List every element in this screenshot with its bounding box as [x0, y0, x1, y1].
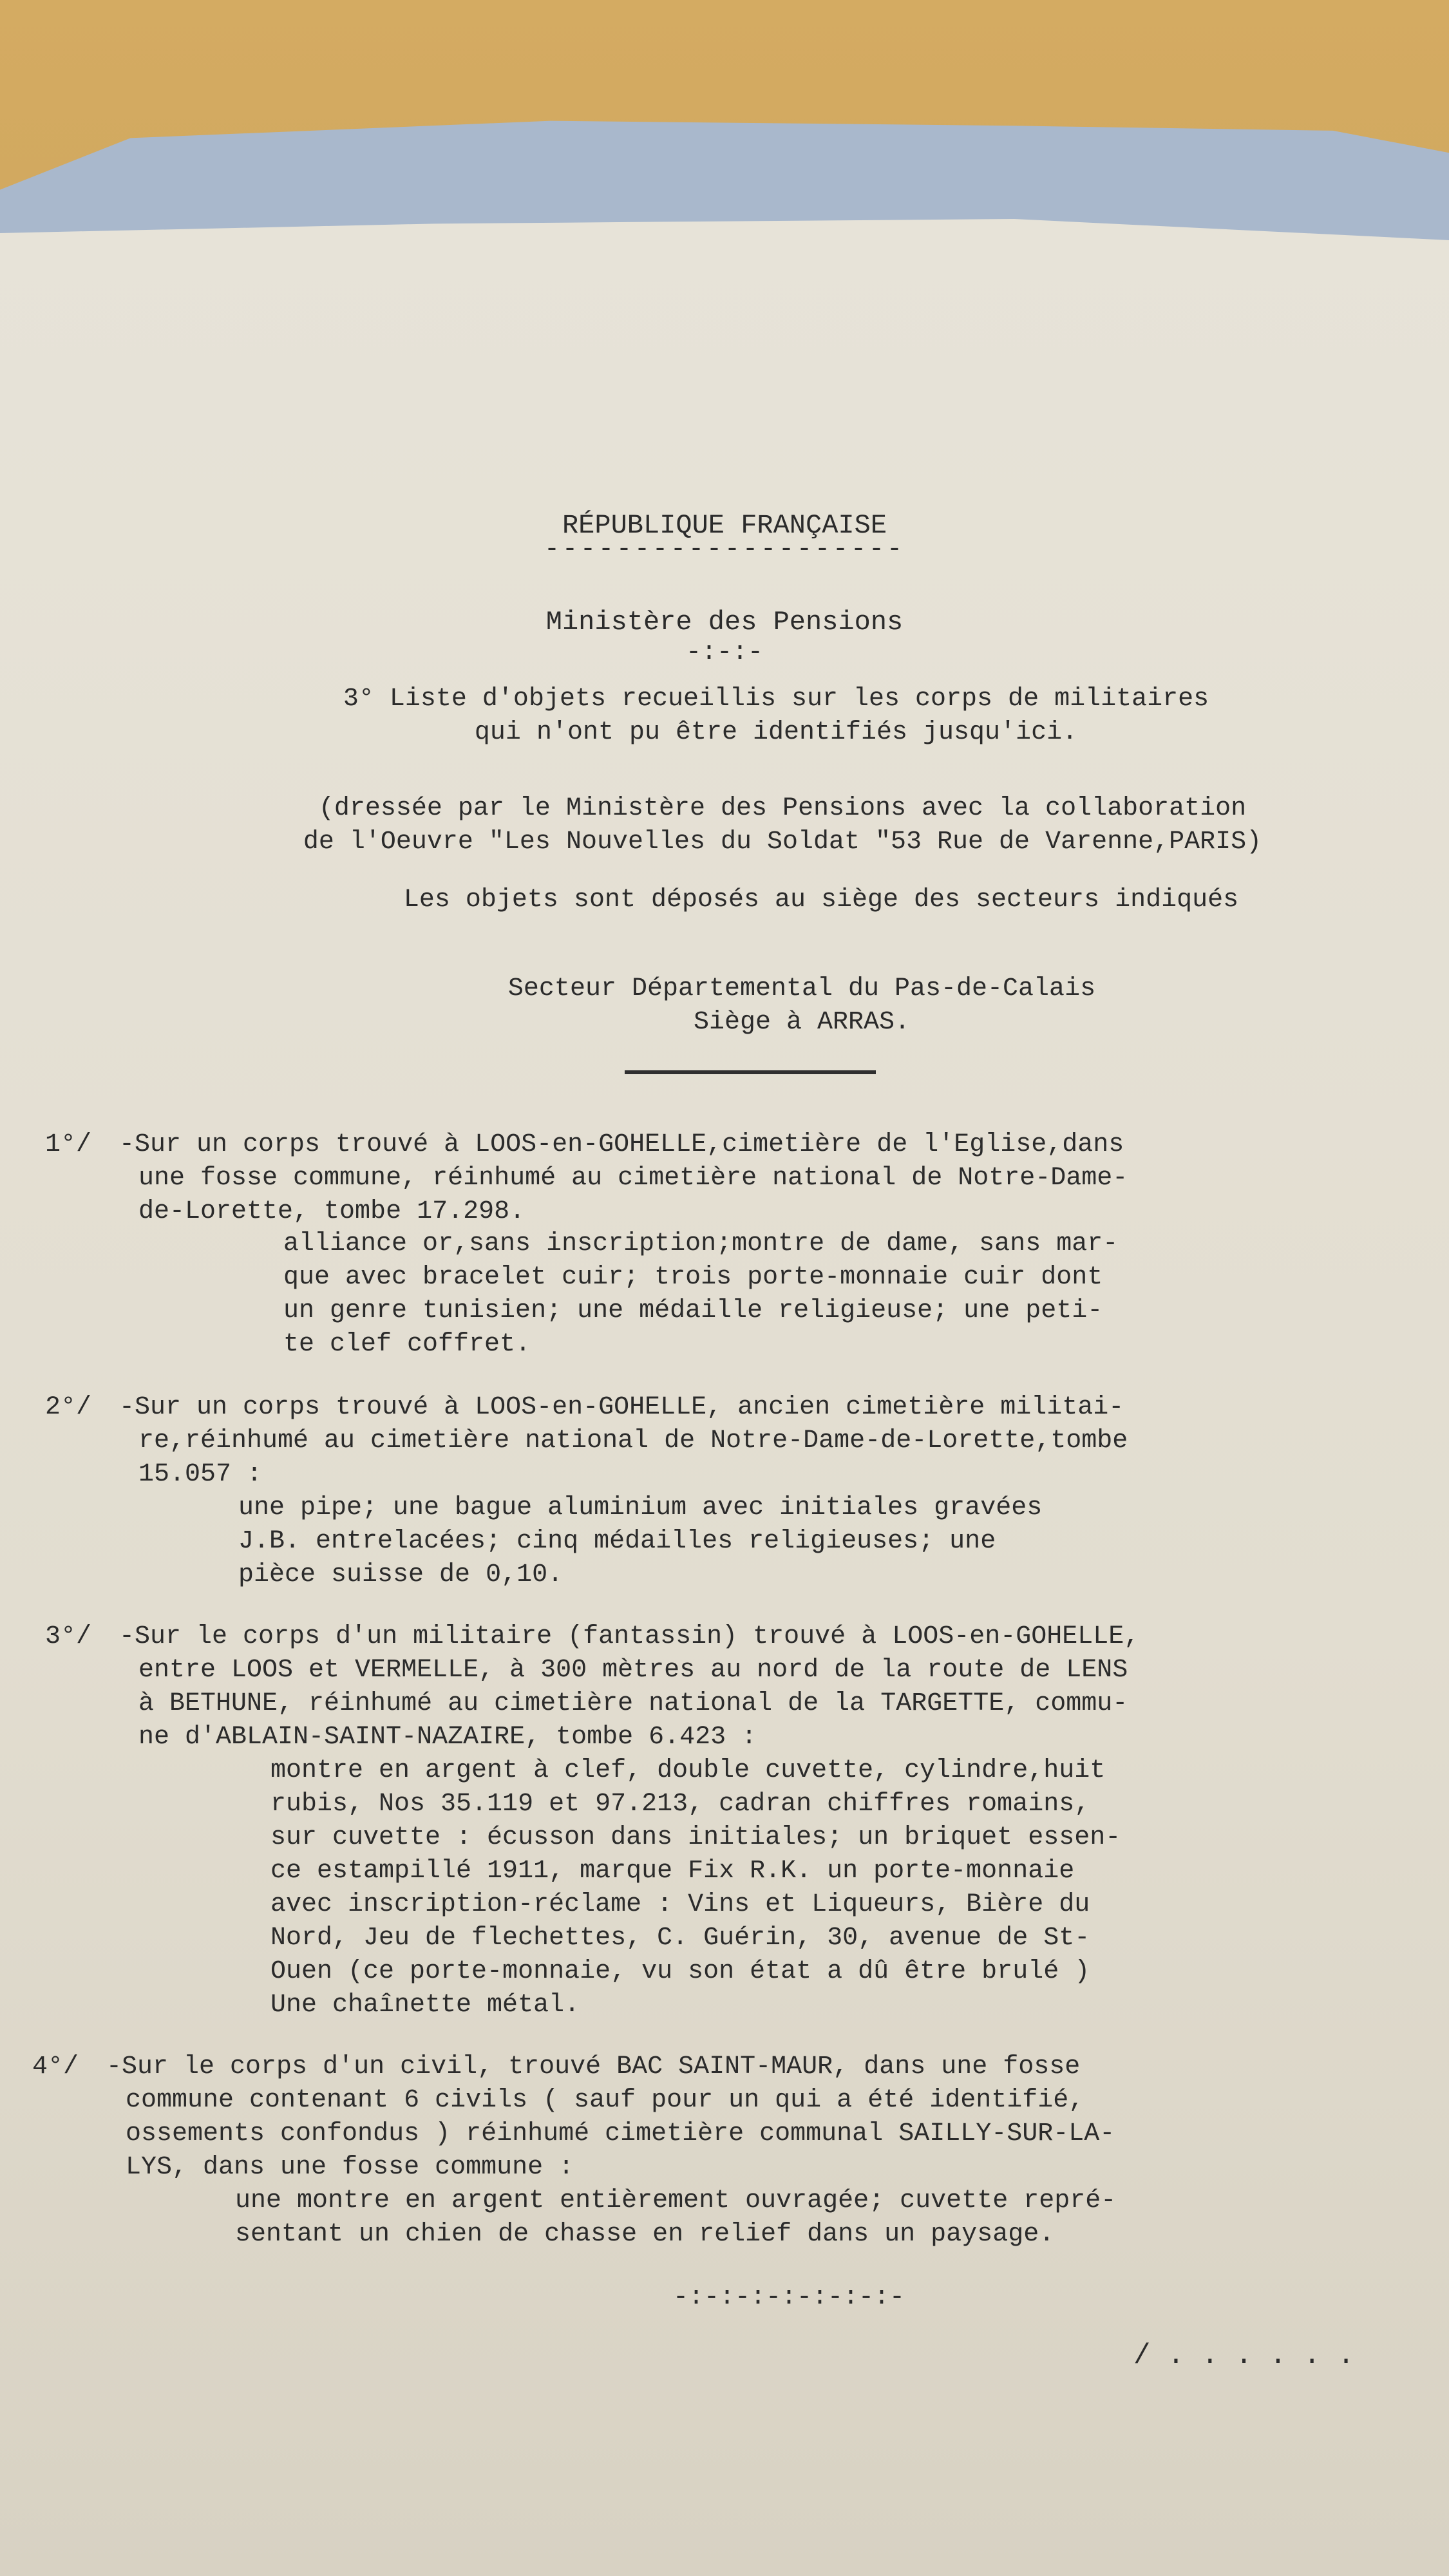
- entry-number: 2°/: [45, 1393, 92, 1422]
- republic-underline: --------------------: [544, 535, 905, 564]
- object-line: te clef coffret.: [283, 1330, 531, 1359]
- object-line: une montre en argent entièrement ouvragée; cuvette repré-: [235, 2186, 1117, 2215]
- compiled-by-line-1: (dressée par le Ministère des Pensions avec la collaboration: [318, 794, 1247, 823]
- object-line: Une chaînette métal.: [270, 1991, 580, 2020]
- entry-number: 3°/: [45, 1622, 92, 1651]
- entry-line: commune contenant 6 civils ( sauf pour un qui a été identifié,: [126, 2086, 1084, 2115]
- entry-line: -Sur un corps trouvé à LOOS-en-GOHELLE, ancien cimetière militai-: [119, 1393, 1124, 1422]
- deposit-notice: Les objets sont déposés au siège des secteurs indiqués: [403, 886, 1239, 914]
- object-line: rubis, Nos 35.119 et 97.213, cadran chiffres romains,: [270, 1790, 1090, 1819]
- object-line: une pipe; une bague aluminium avec initiales gravées: [238, 1493, 1043, 1522]
- continuation-mark: / . . . . . .: [1133, 2340, 1355, 2372]
- entry-line: une fosse commune, réinhumé au cimetière national de Notre-Dame-: [138, 1164, 1128, 1193]
- object-line: sur cuvette : écusson dans initiales; un briquet essen-: [270, 1823, 1121, 1852]
- object-line: un genre tunisien; une médaille religieuse; une peti-: [283, 1296, 1103, 1325]
- object-line: avec inscription-réclame : Vins et Liqueurs, Bière du: [270, 1890, 1090, 1919]
- list-title-line-2: qui n'ont pu être identifiés jusqu'ici.: [474, 718, 1078, 747]
- list-title-line-1: 3° Liste d'objets recueillis sur les corps de militaires: [343, 685, 1209, 714]
- entry-line: de-Lorette, tombe 17.298.: [138, 1197, 526, 1226]
- compiled-by-line-2: de l'Oeuvre "Les Nouvelles du Soldat "53 Rue de Varenne,PARIS): [303, 828, 1262, 857]
- closing-separator: -:-:-:-:-:-:-:-: [672, 2283, 905, 2312]
- object-line: Ouen (ce porte-monnaie, vu son état a dû être brulé ): [270, 1957, 1090, 1986]
- object-line: alliance or,sans inscription;montre de dame, sans mar-: [283, 1229, 1119, 1258]
- object-line: que avec bracelet cuir; trois porte-monnaie cuir dont: [283, 1263, 1103, 1292]
- entry-line: re,réinhumé au cimetière national de Notre-Dame-de-Lorette,tombe: [138, 1426, 1128, 1455]
- entry-line: ne d'ABLAIN-SAINT-NAZAIRE, tombe 6.423 :: [138, 1723, 757, 1752]
- entry-number: 4°/: [32, 2052, 79, 2081]
- ministry-heading: Ministère des Pensions: [545, 607, 904, 638]
- object-line: sentant un chien de chasse en relief dans un paysage.: [235, 2220, 1055, 2249]
- entry-line: -Sur le corps d'un militaire (fantassin) trouvé à LOOS-en-GOHELLE,: [119, 1622, 1140, 1651]
- object-line: montre en argent à clef, double cuvette, cylindre,huit: [270, 1756, 1106, 1785]
- sector-line-2: Siège à ARRAS.: [693, 1008, 911, 1037]
- entry-line: entre LOOS et VERMELLE, à 300 mètres au nord de la route de LENS: [138, 1656, 1128, 1685]
- entry-line: à BETHUNE, réinhumé au cimetière national de la TARGETTE, commu-: [138, 1689, 1128, 1718]
- entry-line: -Sur un corps trouvé à LOOS-en-GOHELLE,cimetière de l'Eglise,dans: [119, 1130, 1124, 1159]
- object-line: pièce suisse de 0,10.: [238, 1560, 564, 1589]
- ministry-separator: -:-:-: [685, 638, 764, 667]
- object-line: J.B. entrelacées; cinq médailles religieuses; une: [238, 1527, 996, 1556]
- object-line: Nord, Jeu de flechettes, C. Guérin, 30, avenue de St-: [270, 1924, 1090, 1953]
- entry-line: ossements confondus ) réinhumé cimetière communal SAILLY-SUR-LA-: [126, 2119, 1115, 2148]
- sector-underline: [625, 1070, 876, 1074]
- sector-line-1: Secteur Départemental du Pas-de-Calais: [507, 974, 1096, 1003]
- entry-line: LYS, dans une fosse commune :: [126, 2153, 574, 2182]
- entry-line: 15.057 :: [138, 1460, 263, 1489]
- entry-number: 1°/: [45, 1130, 92, 1159]
- object-line: ce estampillé 1911, marque Fix R.K. un porte-monnaie: [270, 1857, 1075, 1886]
- entry-line: -Sur le corps d'un civil, trouvé BAC SAINT-MAUR, dans une fosse: [106, 2052, 1081, 2081]
- republic-heading: RÉPUBLIQUE FRANÇAISE: [562, 510, 887, 541]
